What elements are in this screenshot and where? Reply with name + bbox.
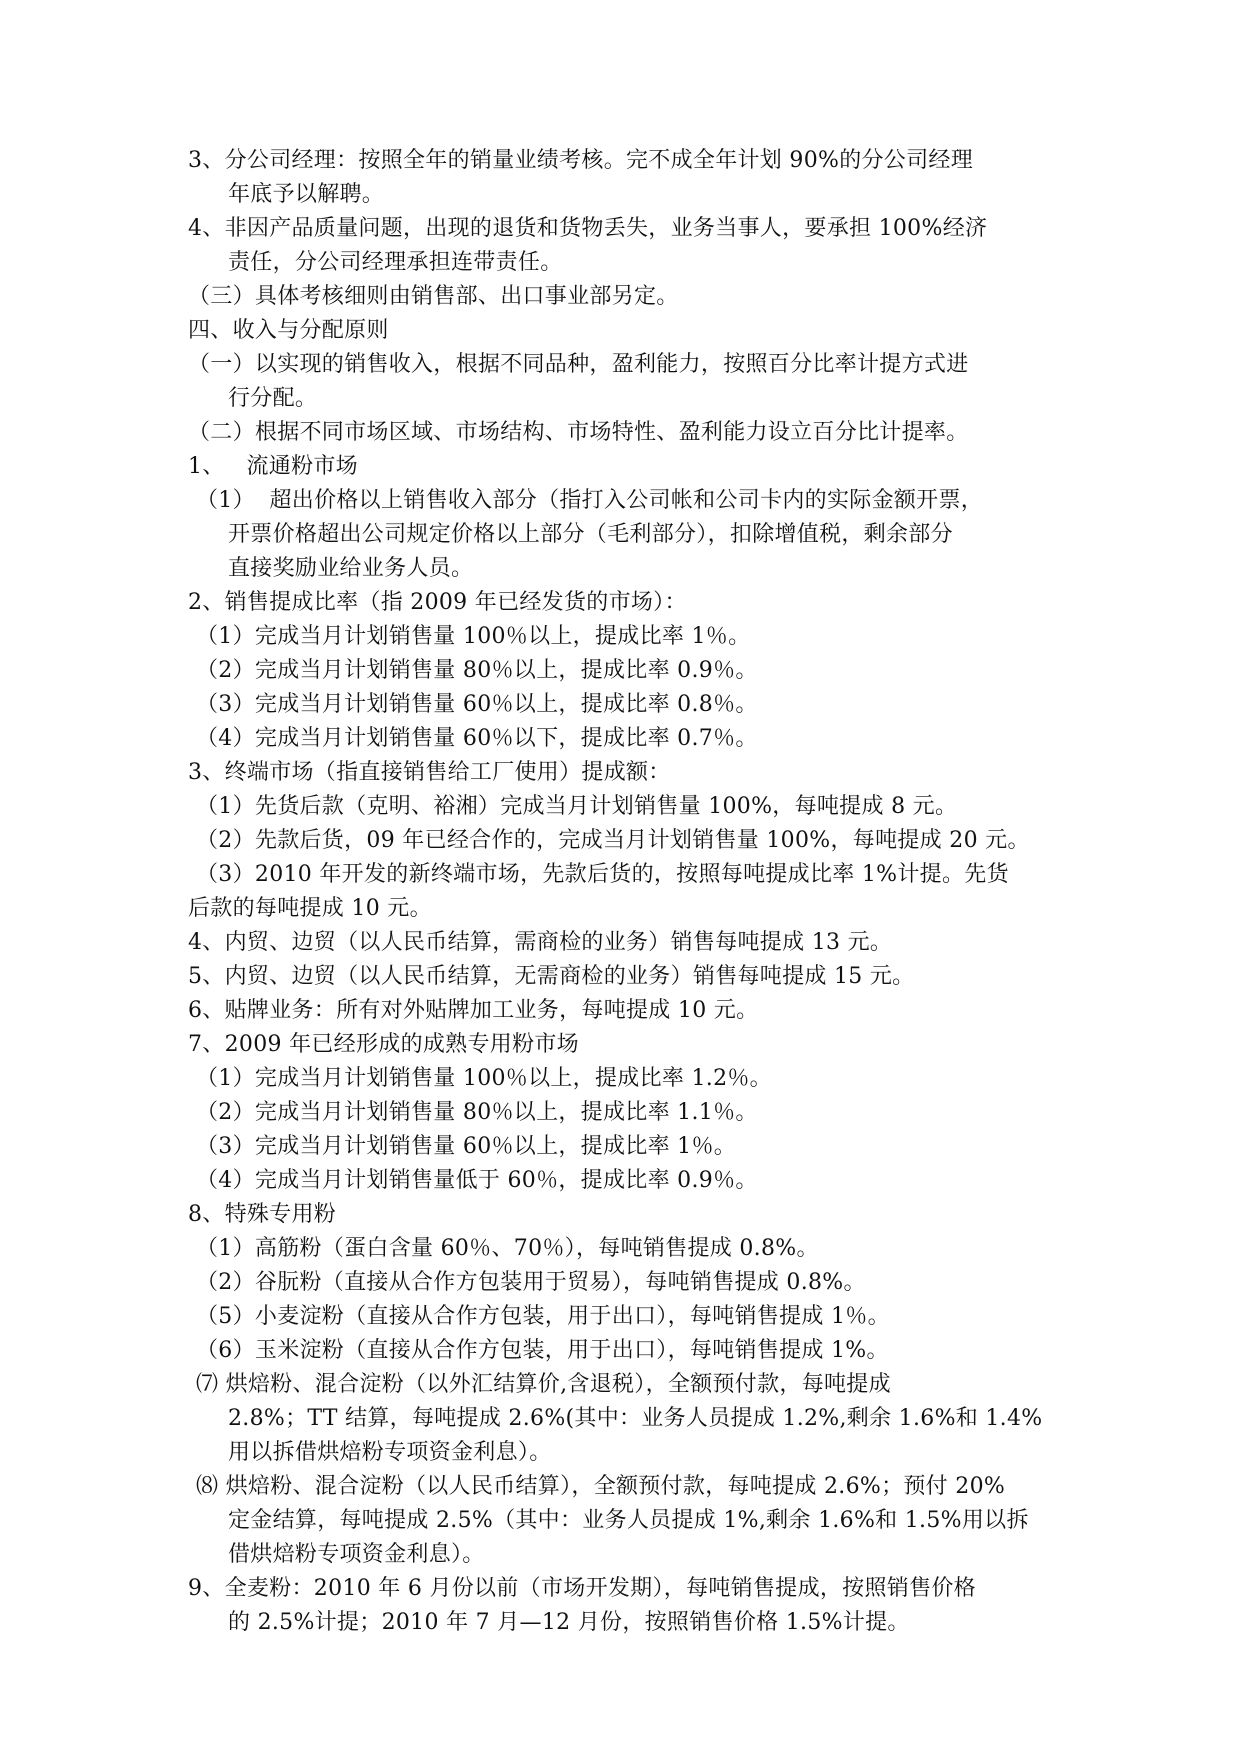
document-line: （3）2010 年开发的新终端市场，先款后货的，按照每吨提成比率 1%计提。先货 [196, 862, 1009, 887]
document-line: 3、终端市场（指直接销售给工厂使用）提成额： [188, 760, 671, 785]
document-line: （1）完成当月计划销售量 100％以上，提成比率 1％。 [196, 624, 751, 649]
document-line: 借烘焙粉专项资金利息）。 [228, 1542, 485, 1567]
document-line: 的 2.5%计提；2010 年 7 月—12 月份，按照销售价格 1.5%计提。 [228, 1610, 910, 1635]
document-line: ⑺ 烘焙粉、混合淀粉（以外汇结算价,含退税），全额预付款，每吨提成 [196, 1372, 891, 1397]
document-line: （三）具体考核细则由销售部、出口事业部另定。 [188, 284, 679, 309]
document-line: （4）完成当月计划销售量低于 60％，提成比率 0.9％。 [196, 1168, 758, 1193]
document-line: （2）完成当月计划销售量 80％以上，提成比率 1.1％。 [196, 1100, 758, 1125]
document-line: 4、非因产品质量问题，出现的退货和货物丢失，业务当事人，要承担 100%经济 [188, 216, 988, 241]
document-line: 9、全麦粉：2010 年 6 月份以前（市场开发期），每吨销售提成，按照销售价格 [188, 1576, 976, 1601]
document-line: （2）完成当月计划销售量 80％以上，提成比率 0.9％。 [196, 658, 758, 683]
document-line: 年底予以解聘。 [228, 182, 385, 207]
document-line: （3）完成当月计划销售量 60％以上，提成比率 0.8％。 [196, 692, 758, 717]
document-line: （4）完成当月计划销售量 60％以下，提成比率 0.7％。 [196, 726, 758, 751]
document-line: 2.8%；TT 结算，每吨提成 2.6%(其中：业务人员提成 1.2%,剩余 1.6%和 1.4% [228, 1406, 1043, 1431]
document-line: 责任，分公司经理承担连带责任。 [228, 250, 563, 275]
document-line: 直接奖励业给业务人员。 [228, 556, 474, 581]
document-line: （1）完成当月计划销售量 100％以上，提成比率 1.2％。 [196, 1066, 772, 1091]
document-line: （3）完成当月计划销售量 60％以上，提成比率 1％。 [196, 1134, 737, 1159]
document-line: 4、内贸、边贸（以人民币结算，需商检的业务）销售每吨提成 13 元。 [188, 930, 893, 955]
document-line: 3、分公司经理：按照全年的销量业绩考核。完不成全年计划 90%的分公司经理 [188, 148, 973, 173]
document-line: 开票价格超出公司规定价格以上部分（毛利部分），扣除增值税，剩余部分 [228, 522, 953, 547]
document-page [188, 144, 1068, 1640]
document-line: （1） 超出价格以上销售收入部分（指打入公司帐和公司卡内的实际金额开票， [196, 488, 984, 513]
document-line: （2）谷朊粉（直接从合作方包装用于贸易），每吨销售提成 0.8%。 [196, 1270, 866, 1295]
document-line: （一）以实现的销售收入，根据不同品种，盈利能力，按照百分比率计提方式进 [188, 352, 969, 377]
document-line: （2）先款后货，09 年已经合作的，完成当月计划销售量 100%，每吨提成 20 元。 [196, 828, 1030, 853]
document-line: 行分配。 [228, 386, 318, 411]
document-line: （二）根据不同市场区域、市场结构、市场特性、盈利能力设立百分比计提率。 [188, 420, 969, 445]
document-line: 四、收入与分配原则 [188, 318, 389, 343]
document-line: ⑻ 烘焙粉、混合淀粉（以人民币结算），全额预付款，每吨提成 2.6%；预付 20% [196, 1474, 1006, 1499]
document-line: 2、销售提成比率（指 2009 年已经发货的市场）： [188, 590, 687, 615]
document-line: 后款的每吨提成 10 元。 [188, 896, 432, 921]
document-line: 1、 流通粉市场 [188, 454, 358, 479]
document-line: 6、贴牌业务：所有对外贴牌加工业务，每吨提成 10 元。 [188, 998, 759, 1023]
document-line: 定金结算，每吨提成 2.5%（其中：业务人员提成 1%,剩余 1.6%和 1.5%用以拆 [228, 1508, 1029, 1533]
document-line: 用以拆借烘焙粉专项资金利息）。 [228, 1440, 552, 1465]
document-line: 8、特殊专用粉 [188, 1202, 337, 1227]
document-line: 5、内贸、边贸（以人民币结算，无需商检的业务）销售每吨提成 15 元。 [188, 964, 915, 989]
document-line: 7、2009 年已经形成的成熟专用粉市场 [188, 1032, 579, 1057]
document-line: （6）玉米淀粉（直接从合作方包装，用于出口），每吨销售提成 1%。 [196, 1338, 889, 1363]
document-line: （1）先货后款（克明、裕湘）完成当月计划销售量 100%，每吨提成 8 元。 [196, 794, 958, 819]
document-line: （5）小麦淀粉（直接从合作方包装，用于出口），每吨销售提成 1％。 [196, 1304, 890, 1329]
document-line: （1）高筋粉（蛋白含量 60％、70％），每吨销售提成 0.8%。 [196, 1236, 819, 1261]
